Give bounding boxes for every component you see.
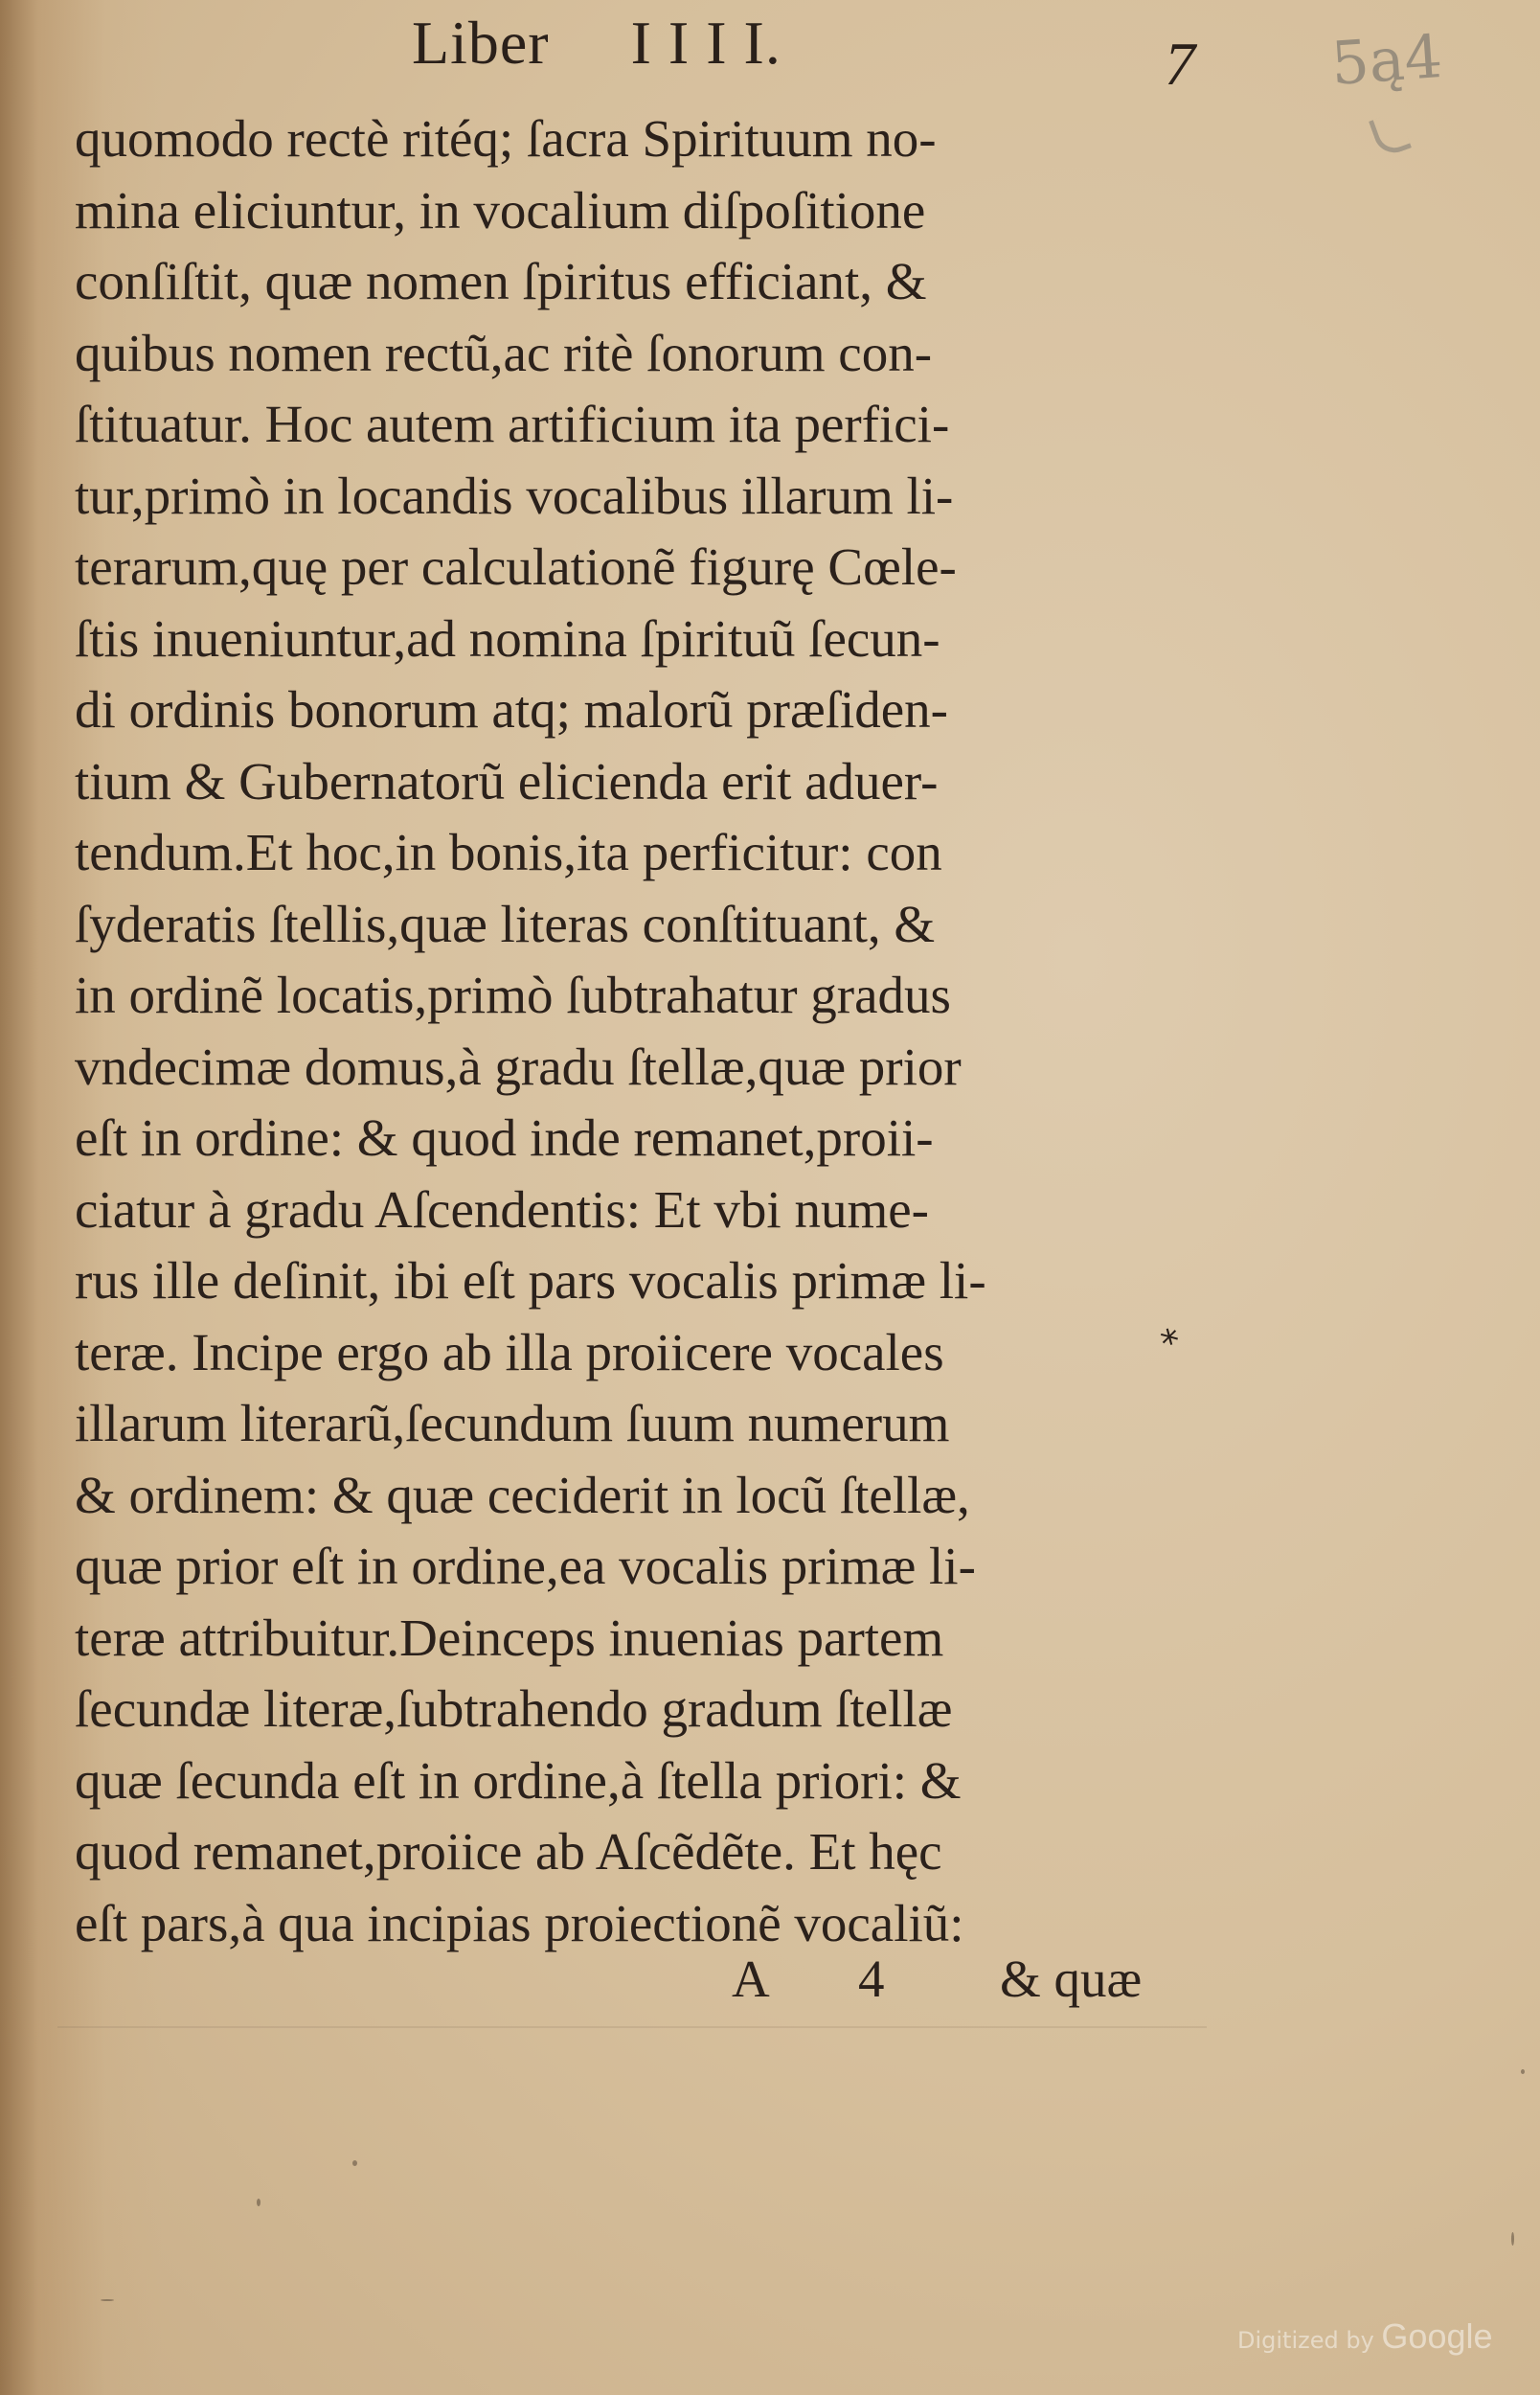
body-text [75,103,1166,1959]
text-line: quomodo rectè ritéq; ſacra Spirituum no- [75,109,937,168]
text-line: in ordinẽ locatis,primò ſubtrahatur gradus [75,966,951,1024]
handwritten-flourish [1369,111,1412,159]
text-line: & ordinem: & quæ ceciderit in locũ ſtellæ, [75,1465,970,1524]
text-line: tium & Gubernatorũ elicienda erit aduer- [75,751,939,810]
text-line: ſecundæ literæ,ſubtrahendo gradum ſtellæ [75,1679,953,1738]
watermark-brand: Google [1381,2316,1493,2356]
digitized-by-google-watermark [1237,2316,1493,2357]
page-number: 7 [1165,30,1195,98]
paper-speck [352,2160,357,2166]
paper-speck [101,2299,114,2301]
text-line: teræ. Incipe ergo ab illa proiicere vocales [75,1322,944,1381]
text-line: vndecimæ domus,à gradu ſtellæ,quæ prior [75,1037,962,1096]
text-line: eſt pars,à qua incipias proiectionẽ vocaliũ: [75,1893,964,1952]
text-line: tur,primò in locandis vocalibus illarum li- [75,466,954,525]
signature-number: 4 [858,1950,885,2008]
text-line: ſyderatis ſtellis,quæ literas conſtituant, & [75,894,936,953]
text-line: quibus nomen rectũ,ac ritè ſonorum con- [75,323,933,382]
margin-asterisk-mark: ⁎ [1153,1309,1183,1355]
paper-speck [1521,2069,1525,2074]
text-line: tendum.Et hoc,in bonis,ita perficitur: con [75,823,942,881]
text-line: terarum,quę per calculationẽ figurę Cœle- [75,537,957,596]
text-line: quæ prior eſt in ordine,ea vocalis primæ li- [75,1537,976,1595]
signature-letter: A [732,1950,770,2008]
text-line: di ordinis bonorum atq; malorũ præſiden- [75,680,948,739]
text-line: illarum literarũ,ſecundum ſuum numerum [75,1394,950,1452]
paper-speck [257,2199,260,2206]
text-line: mina eliciuntur, in vocalium diſpoſitione [75,180,926,240]
text-line: ſtis inueniuntur,ad nomina ſpirituũ ſecun- [75,608,940,668]
text-line: ciatur à gradu Aſcendentis: Et vbi nume- [75,1179,929,1239]
catchword: & quæ [1000,1950,1143,2008]
running-head: Liber I I I I. [412,9,781,77]
text-line: conſiſtit, quæ nomen ſpiritus efficiant, & [75,252,927,310]
text-line: teræ attribuitur.Deinceps inuenias partem [75,1608,944,1667]
text-line: ſtituatur. Hoc autem artificium ita perfici- [75,395,950,453]
paper-speck [1511,2232,1514,2246]
show-through-smudge [57,2026,1207,2028]
text-line: quod remanet,proiice ab Aſcẽdẽte. Et hęc [75,1822,942,1881]
watermark-prefix: Digitized by [1237,2327,1382,2354]
text-line: eſt in ordine: & quod inde remanet,proii- [75,1108,934,1167]
text-line: rus ille deſinit, ibi eſt pars vocalis primæ li- [75,1251,986,1310]
handwritten-library-mark: 5ą4 [1328,21,1445,99]
text-line: quæ ſecunda eſt in ordine,à ſtella priori: & [75,1750,962,1810]
